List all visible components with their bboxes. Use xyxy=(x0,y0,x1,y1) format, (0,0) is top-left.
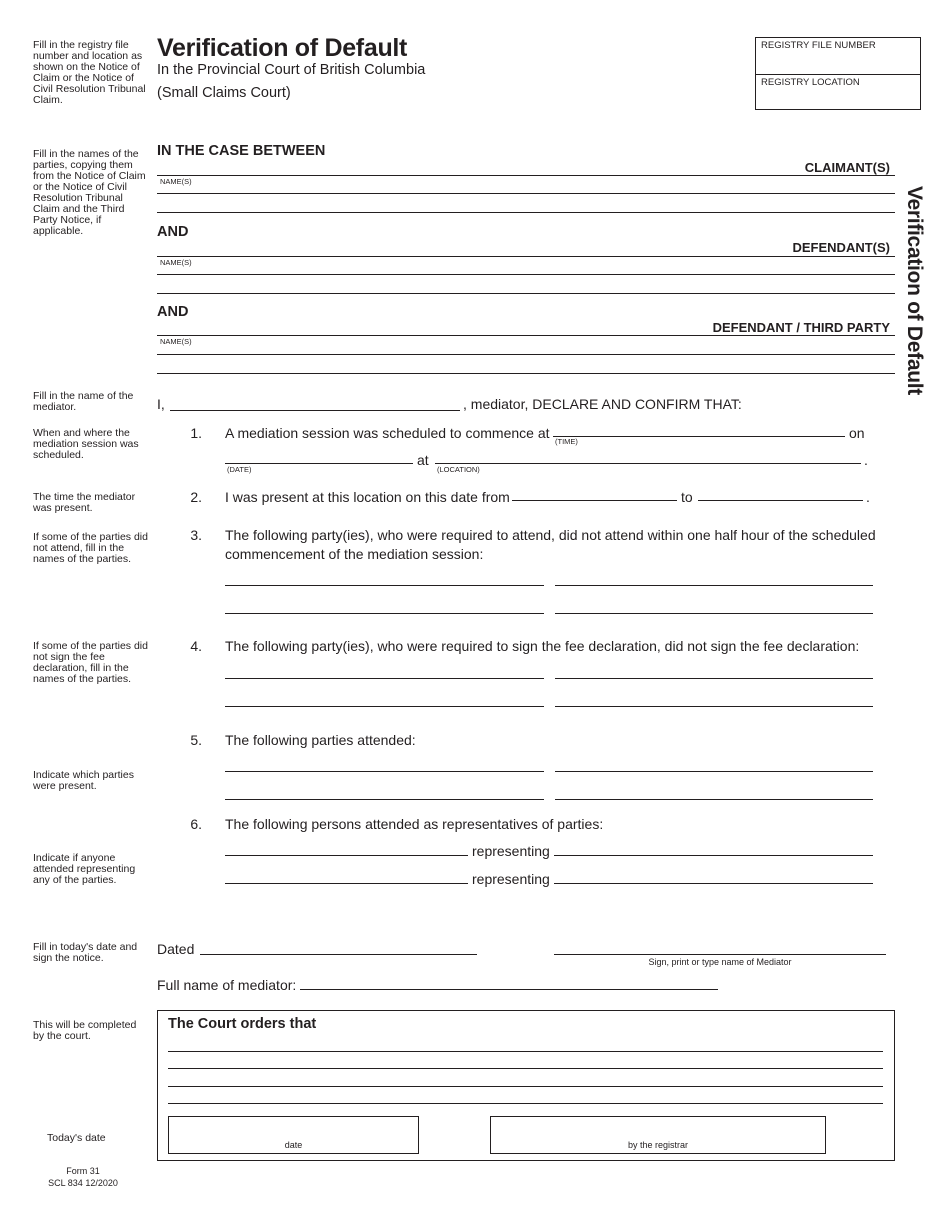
present-to-line[interactable] xyxy=(698,500,863,501)
side-note-registry: Fill in the registry file number and location as shown on the Notice of Claim or the Notice of Civil Resolution Tribunal Claim. xyxy=(33,39,146,106)
item-3-number: 3. xyxy=(190,527,202,543)
item-3-text-line1: The following party(ies), who were required to attend, did not attend within one half hour of the scheduled xyxy=(225,527,876,543)
item-2-text: I was present at this location on this date from xyxy=(225,489,510,505)
registrar-caption: by the registrar xyxy=(627,1140,689,1150)
not-attend-line-1a[interactable] xyxy=(225,585,544,586)
not-attend-line-2b[interactable] xyxy=(555,613,873,614)
case-between-heading: IN THE CASE BETWEEN xyxy=(157,143,326,159)
registry-file-number-label: REGISTRY FILE NUMBER xyxy=(761,40,876,51)
defendant-names-caption: NAME(S) xyxy=(160,258,192,267)
item-2-to: to xyxy=(681,489,693,505)
side-note-parties: Fill in the names of the parties, copying them from the Notice of Claim or the Notice of Civil Resolution Tribunal Claim and the Third Party Notice, if applicable. xyxy=(33,148,146,237)
attended-line-2b[interactable] xyxy=(555,799,873,800)
session-time-line[interactable] xyxy=(553,436,845,437)
dated-label: Dated xyxy=(157,941,195,957)
session-date-line[interactable] xyxy=(225,463,413,464)
form-number: Form 31 xyxy=(66,1166,100,1176)
item-5-text: The following parties attended: xyxy=(225,732,416,748)
third-party-name-line-1[interactable] xyxy=(157,335,895,336)
side-note-not-sign: If some of the parties did not sign the fee declaration, fill in the names of the parties. xyxy=(33,640,148,685)
court-order-line-2[interactable] xyxy=(168,1068,883,1069)
claimant-name-line-1[interactable] xyxy=(157,175,895,176)
court-name: In the Provincial Court of British Columbia xyxy=(157,62,426,78)
defendant-name-line-3[interactable] xyxy=(157,293,895,294)
item-6-number: 6. xyxy=(190,816,202,832)
side-note-time-present: The time the mediator was present. xyxy=(33,491,136,514)
represented-party-line-1[interactable] xyxy=(554,855,873,856)
form-title: Verification of Default xyxy=(157,34,408,62)
item-1-text: A mediation session was scheduled to commence at xyxy=(225,425,550,441)
dated-line[interactable] xyxy=(200,954,477,955)
side-note-representing: Indicate if anyone attended representing any of the parties. xyxy=(33,852,136,886)
full-name-line[interactable] xyxy=(300,989,718,990)
third-party-name-line-2[interactable] xyxy=(157,354,895,355)
declaration-prefix: I, xyxy=(157,396,165,412)
declaration-suffix: , mediator, DECLARE AND CONFIRM THAT: xyxy=(463,396,742,412)
representing-label-1: representing xyxy=(472,843,550,859)
item-1-period: . xyxy=(864,452,868,468)
and-label-1: AND xyxy=(157,224,189,240)
representing-label-2: representing xyxy=(472,871,550,887)
court-division: (Small Claims Court) xyxy=(157,85,291,101)
represented-party-line-2[interactable] xyxy=(554,883,873,884)
representative-line-2[interactable] xyxy=(225,883,468,884)
item-1-number: 1. xyxy=(190,425,202,441)
defendant-name-line-1[interactable] xyxy=(157,256,895,257)
item-2-number: 2. xyxy=(190,489,202,505)
item-6-text: The following persons attended as representatives of parties: xyxy=(225,816,604,832)
court-orders-box xyxy=(157,1010,895,1161)
third-party-label: DEFENDANT / THIRD PARTY xyxy=(712,320,890,335)
location-caption: (LOCATION) xyxy=(437,465,480,474)
side-note-mediator: Fill in the name of the mediator. xyxy=(33,390,134,413)
time-caption: (TIME) xyxy=(555,437,578,446)
representative-line-1[interactable] xyxy=(225,855,468,856)
side-note-not-attend: If some of the parties did not attend, fill in the names of the parties. xyxy=(33,531,148,565)
registry-file-number-field[interactable] xyxy=(756,38,920,75)
not-sign-line-2a[interactable] xyxy=(225,706,544,707)
registry-location-field[interactable] xyxy=(756,75,920,110)
and-label-2: AND xyxy=(157,304,189,320)
side-note-present: Indicate which parties were present. xyxy=(33,769,134,792)
todays-date-note: Today's date xyxy=(47,1132,106,1144)
court-order-line-1[interactable] xyxy=(168,1051,883,1052)
not-sign-line-1a[interactable] xyxy=(225,678,544,679)
claimant-name-line-2[interactable] xyxy=(157,193,895,194)
court-date-caption: date xyxy=(284,1140,303,1150)
court-order-line-3[interactable] xyxy=(168,1086,883,1087)
mediator-signature-line[interactable] xyxy=(554,954,886,955)
not-sign-line-2b[interactable] xyxy=(555,706,873,707)
side-note-date-sign: Fill in today's date and sign the notice. xyxy=(33,941,138,964)
mediator-name-line[interactable] xyxy=(170,410,460,411)
form-code: SCL 834 12/2020 xyxy=(48,1178,118,1188)
not-attend-line-1b[interactable] xyxy=(555,585,873,586)
defendant-name-line-2[interactable] xyxy=(157,274,895,275)
defendants-label: DEFENDANT(S) xyxy=(792,240,890,255)
attended-line-1b[interactable] xyxy=(555,771,873,772)
court-date-box[interactable] xyxy=(168,1116,419,1154)
side-note-court: This will be completed by the court. xyxy=(33,1019,137,1042)
date-caption: (DATE) xyxy=(227,465,252,474)
court-orders-heading: The Court orders that xyxy=(168,1016,317,1032)
court-order-line-4[interactable] xyxy=(168,1103,883,1104)
registry-box xyxy=(755,37,921,110)
signature-caption: Sign, print or type name of Mediator xyxy=(648,957,792,967)
third-party-names-caption: NAME(S) xyxy=(160,337,192,346)
claimant-name-line-3[interactable] xyxy=(157,212,895,213)
attended-line-1a[interactable] xyxy=(225,771,544,772)
registrar-box[interactable] xyxy=(490,1116,826,1154)
attended-line-2a[interactable] xyxy=(225,799,544,800)
item-2-period: . xyxy=(866,489,870,505)
item-3-text-line2: commencement of the mediation session: xyxy=(225,546,484,562)
claimant-names-caption: NAME(S) xyxy=(160,177,192,186)
item-4-text: The following party(ies), who were required to sign the fee declaration, did not sign the fee declaration: xyxy=(225,638,860,654)
full-name-label: Full name of mediator: xyxy=(157,977,297,993)
item-1-on: on xyxy=(849,425,865,441)
claimants-label: CLAIMANT(S) xyxy=(804,160,890,175)
registry-location-label: REGISTRY LOCATION xyxy=(761,77,860,88)
third-party-name-line-3[interactable] xyxy=(157,373,895,374)
side-title-vertical: Verification of Default xyxy=(903,186,926,395)
item-4-number: 4. xyxy=(190,638,202,654)
side-note-session: When and where the mediation session was scheduled. xyxy=(33,427,139,461)
session-location-line[interactable] xyxy=(435,463,861,464)
item-5-number: 5. xyxy=(190,732,202,748)
present-from-line[interactable] xyxy=(512,500,677,501)
item-1-at: at xyxy=(417,452,429,468)
not-attend-line-2a[interactable] xyxy=(225,613,544,614)
not-sign-line-1b[interactable] xyxy=(555,678,873,679)
